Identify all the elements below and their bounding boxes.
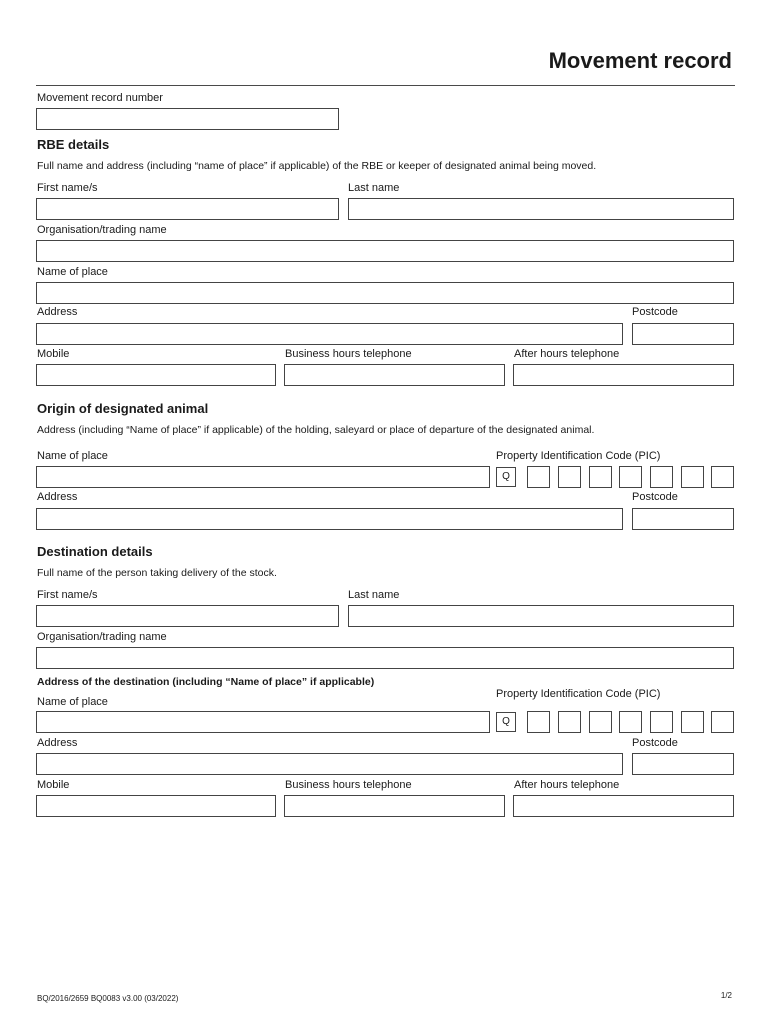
rbe-org-label: Organisation/trading name — [37, 224, 167, 236]
origin-pic-digit-3[interactable] — [589, 466, 612, 488]
destination-last-name-input[interactable] — [348, 605, 734, 627]
rbe-note: Full name and address (including “name of place” if applicable) of the RBE or keeper of designated animal being moved. — [37, 160, 597, 172]
destination-place-input[interactable] — [36, 711, 490, 733]
origin-pic-digit-1[interactable] — [527, 466, 550, 488]
destination-pic-digit-3[interactable] — [589, 711, 612, 733]
origin-address-input[interactable] — [36, 508, 623, 530]
record-number-input[interactable] — [36, 108, 339, 130]
destination-first-name-input[interactable] — [36, 605, 339, 627]
rbe-address-label: Address — [37, 306, 78, 318]
origin-heading: Origin of designated animal — [37, 401, 209, 416]
footer-doc-code: BQ/2016/2659 BQ0083 v3.00 (03/2022) — [37, 994, 179, 1003]
destination-org-input[interactable] — [36, 647, 734, 669]
origin-pic-prefix: Q — [496, 467, 516, 487]
destination-pic-prefix: Q — [496, 712, 516, 732]
title-divider — [36, 85, 735, 86]
destination-postcode-input[interactable] — [632, 753, 734, 775]
destination-pic-digit-7[interactable] — [711, 711, 734, 733]
destination-pic-digit-2[interactable] — [558, 711, 581, 733]
rbe-business-phone-input[interactable] — [284, 364, 505, 386]
destination-pic-digit-6[interactable] — [681, 711, 704, 733]
destination-after-hours-input[interactable] — [513, 795, 734, 817]
rbe-after-hours-input[interactable] — [513, 364, 734, 386]
rbe-first-name-input[interactable] — [36, 198, 339, 220]
origin-postcode-input[interactable] — [632, 508, 734, 530]
destination-pic-digit-4[interactable] — [619, 711, 642, 733]
rbe-last-name-input[interactable] — [348, 198, 734, 220]
rbe-address-input[interactable] — [36, 323, 623, 345]
origin-pic-digit-4[interactable] — [619, 466, 642, 488]
origin-postcode-label: Postcode — [632, 491, 678, 503]
rbe-org-input[interactable] — [36, 240, 734, 262]
rbe-place-input[interactable] — [36, 282, 734, 304]
rbe-postcode-input[interactable] — [632, 323, 734, 345]
rbe-after-hours-label: After hours telephone — [514, 348, 620, 360]
destination-business-phone-label: Business hours telephone — [285, 779, 412, 791]
destination-last-name-label: Last name — [348, 589, 400, 601]
destination-org-label: Organisation/trading name — [37, 631, 167, 643]
destination-heading: Destination details — [37, 544, 153, 559]
destination-after-hours-label: After hours telephone — [514, 779, 620, 791]
origin-pic-digit-5[interactable] — [650, 466, 673, 488]
rbe-place-label: Name of place — [37, 266, 108, 278]
rbe-mobile-label: Mobile — [37, 348, 70, 360]
destination-pic-digit-1[interactable] — [527, 711, 550, 733]
origin-pic-digit-2[interactable] — [558, 466, 581, 488]
origin-pic-digit-6[interactable] — [681, 466, 704, 488]
origin-pic-label: Property Identification Code (PIC) — [496, 450, 661, 462]
rbe-postcode-label: Postcode — [632, 306, 678, 318]
destination-address-label: Address — [37, 737, 78, 749]
origin-address-label: Address — [37, 491, 78, 503]
record-number-label: Movement record number — [37, 92, 163, 104]
rbe-heading: RBE details — [37, 137, 110, 152]
origin-pic-digit-7[interactable] — [711, 466, 734, 488]
rbe-first-name-label: First name/s — [37, 182, 98, 194]
destination-address-input[interactable] — [36, 753, 623, 775]
footer-page-number: 1/2 — [720, 991, 732, 1000]
page-title: Movement record — [548, 48, 732, 73]
origin-note: Address (including “Name of place” if applicable) of the holding, saleyard or place of departure of the designated animal. — [37, 424, 595, 436]
destination-postcode-label: Postcode — [632, 737, 678, 749]
destination-business-phone-input[interactable] — [284, 795, 505, 817]
rbe-business-phone-label: Business hours telephone — [285, 348, 412, 360]
destination-mobile-label: Mobile — [37, 779, 70, 791]
destination-pic-label: Property Identification Code (PIC) — [496, 688, 661, 700]
origin-place-input[interactable] — [36, 466, 490, 488]
destination-mobile-input[interactable] — [36, 795, 276, 817]
rbe-last-name-label: Last name — [348, 182, 400, 194]
destination-note: Full name of the person taking delivery of the stock. — [37, 567, 277, 579]
destination-address-heading: Address of the destination (including “Name of place” if applicable) — [37, 676, 375, 688]
destination-pic-digit-5[interactable] — [650, 711, 673, 733]
origin-place-label: Name of place — [37, 450, 108, 462]
destination-first-name-label: First name/s — [37, 589, 98, 601]
destination-place-label: Name of place — [37, 696, 108, 708]
rbe-mobile-input[interactable] — [36, 364, 276, 386]
